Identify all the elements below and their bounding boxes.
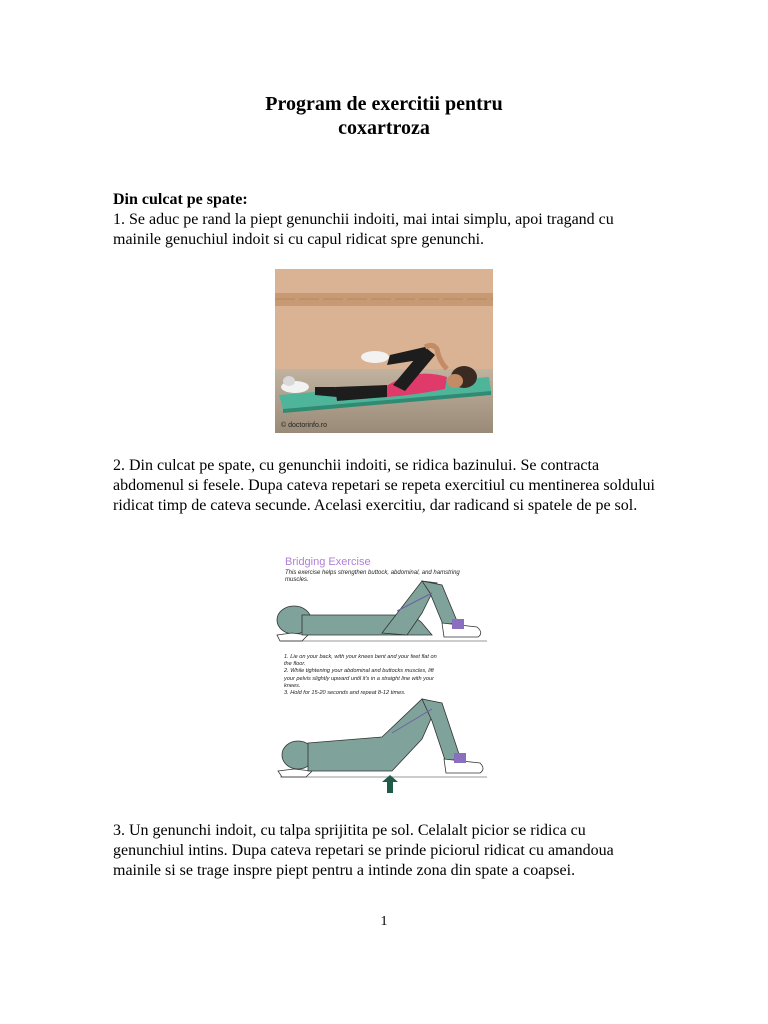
title-line-1: Program de exercitii pentru	[265, 93, 503, 115]
document-title	[0, 92, 768, 140]
paragraph-2: 2. Din culcat pe spate, cu genunchii indoiti, se ridica bazinului. Se contracta abdomenul si fesele. Dupa cateva repetari se repeta exercitiul cu mentinerea soldului ridicat timp de cateva secunde. Acelasi exercitiu, dar radicand si spatele de pe sol.	[113, 457, 655, 514]
figure-lying	[277, 581, 487, 641]
illustration-steps	[284, 654, 444, 697]
paragraph-3: 3. Un genunchi indoit, cu talpa sprijitita pe sol. Celalalt picior se ridica cu genunchiul intins. Dupa cateva repetari se prinde piciorul ridicat cu amandoua mainile si se trage inspre piept pentru a intinde zona din spate a coapsei.	[113, 822, 614, 879]
knee-to-chest-photo	[275, 269, 493, 433]
illustration-subtitle: This exercise helps strengthen buttock, abdominal, and hamstring muscles.	[285, 570, 460, 583]
section-heading: Din culcat pe spate:	[113, 191, 248, 208]
photo-watermark: © doctorinfo.ro	[281, 422, 328, 429]
page-number: 1	[380, 914, 388, 929]
title-line-2: coxartroza	[338, 117, 430, 139]
bridging-exercise-illustration	[272, 553, 497, 798]
illustration-step-2: 2. While tightening your abdominal and buttocks muscles, lift your pelvis slightly upward until it's in a straight line with your knees.	[284, 668, 434, 689]
paragraph-1: 1. Se aduc pe rand la piept genunchii indoiti, mai intai simplu, apoi tragand cu mainile genuchiul indoit si cu capul ridicat spre genunchi.	[113, 211, 614, 248]
figure-bridge	[278, 699, 487, 793]
illustration-step-1: 1. Lie on your back, with your knees bent and your feet flat on the floor.	[284, 654, 437, 668]
illustration-title: Bridging Exercise	[285, 556, 371, 568]
illustration-step-3: 3. Hold for 15-20 seconds and repeat 8-12 times.	[284, 690, 406, 697]
